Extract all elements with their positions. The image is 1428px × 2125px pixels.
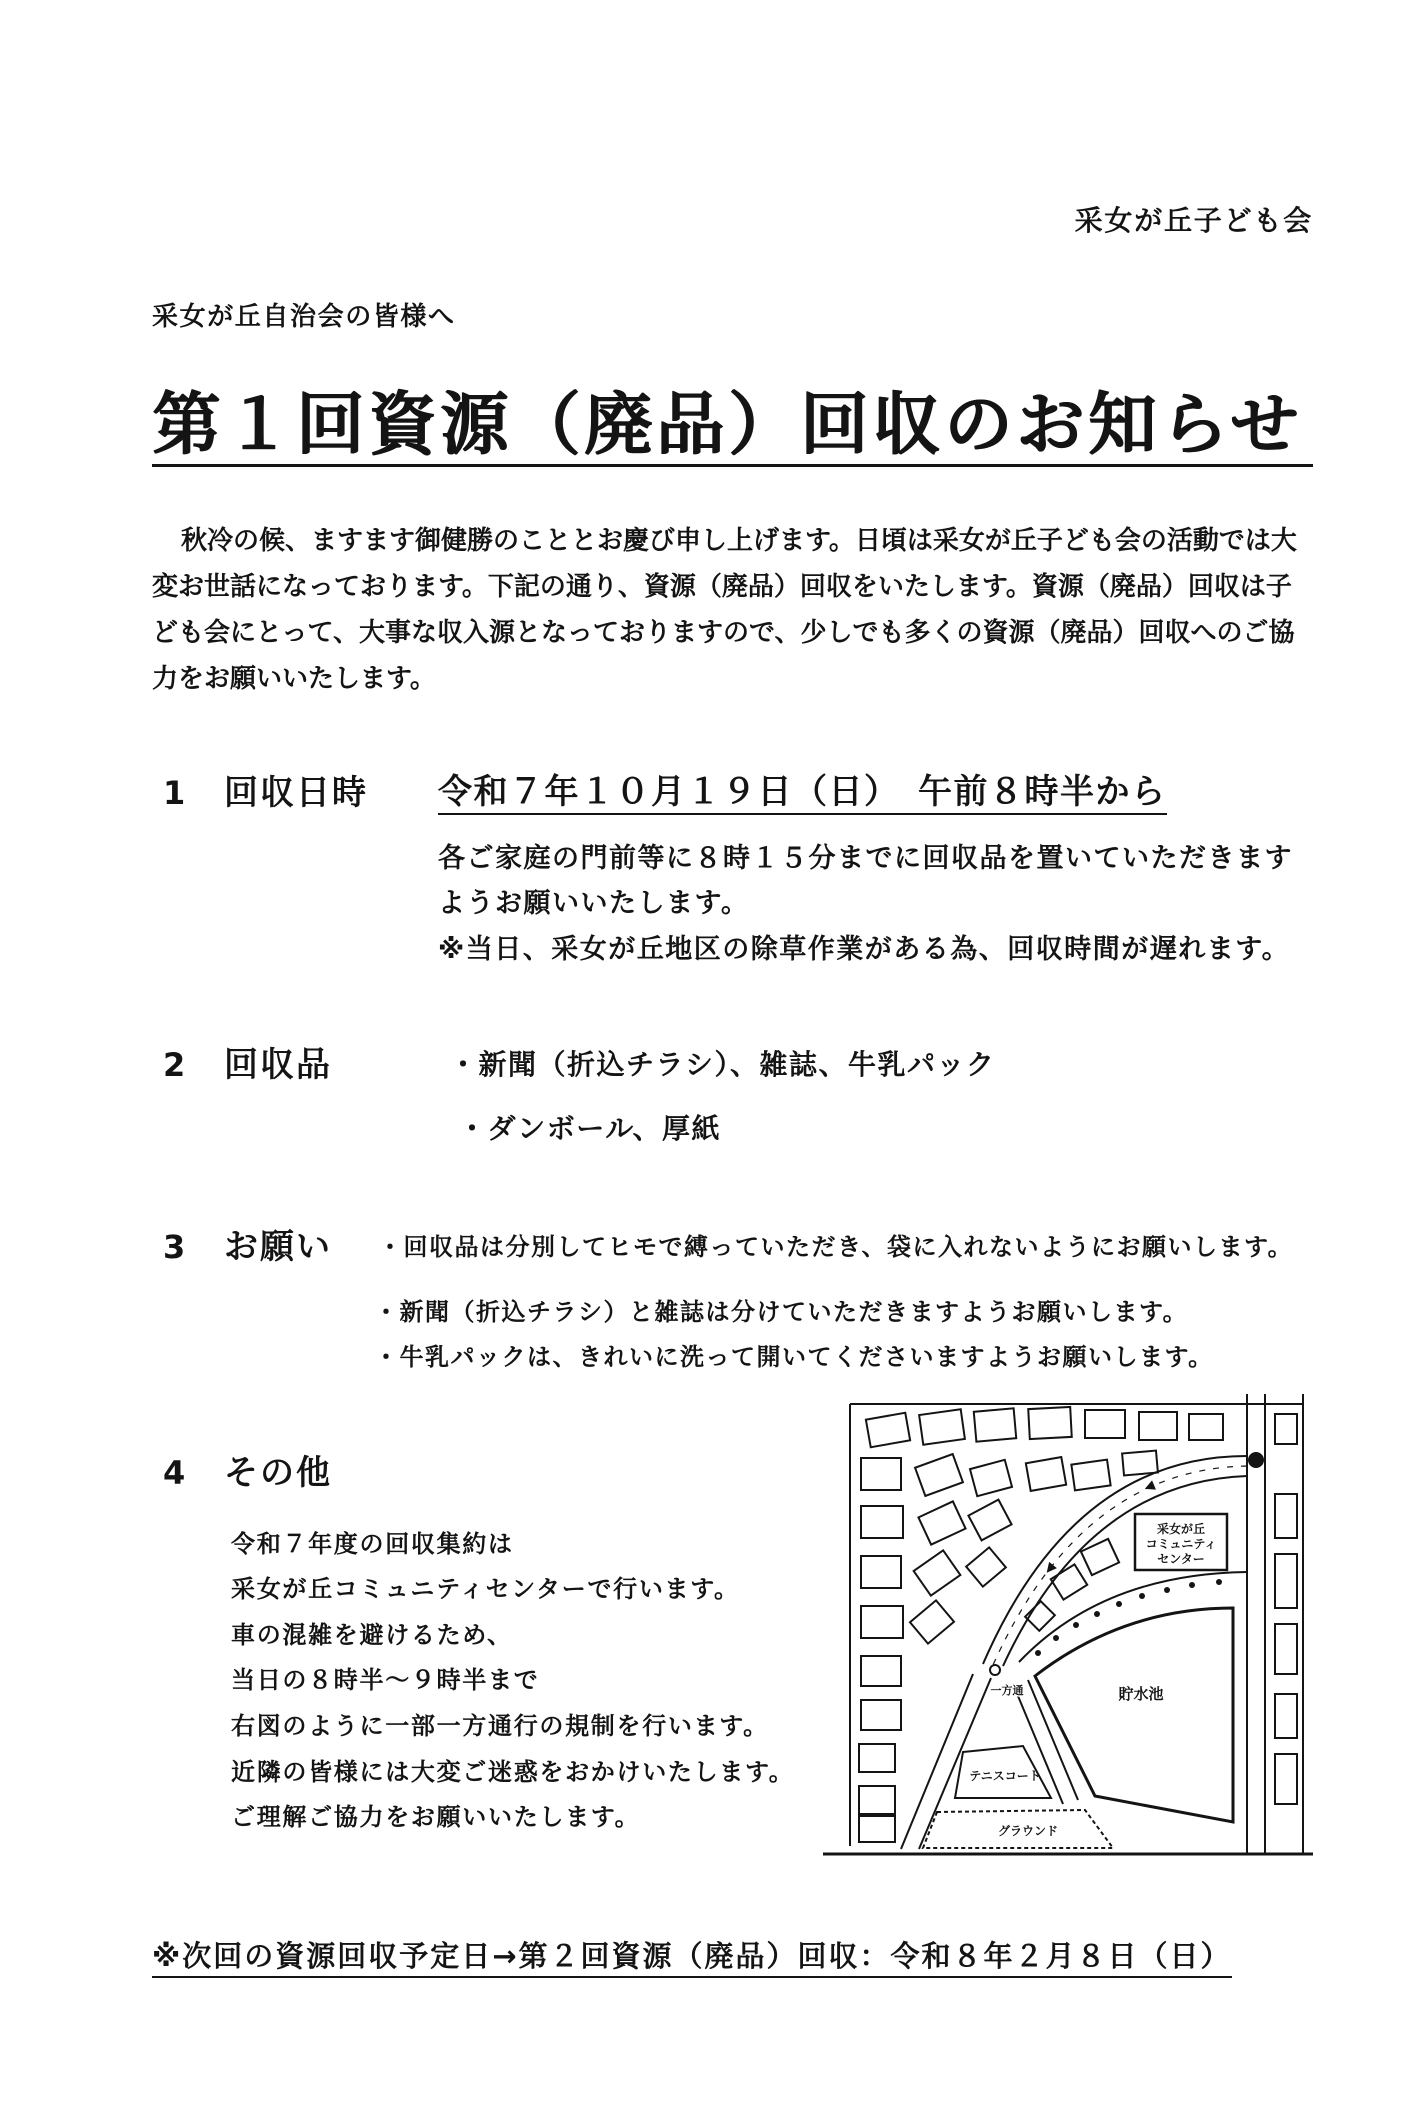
section-line: ご理解ご協力をお願いいたします。	[231, 1803, 641, 1831]
map-label-community-center: センター	[1157, 1552, 1205, 1566]
map-house	[1122, 1451, 1158, 1476]
map-house	[910, 1600, 954, 1643]
map-road-outer-edge	[983, 1456, 1247, 1664]
map-tree	[1189, 1582, 1195, 1588]
intro-line: 力をお願いいたします。	[152, 664, 436, 694]
map-drawing	[823, 1394, 1313, 1864]
intro-paragraph	[152, 518, 1297, 702]
map-house	[966, 1547, 1006, 1586]
map-house	[918, 1501, 965, 1544]
section-line: 当日の８時半～９時半まで	[231, 1666, 540, 1694]
map-label-ground: グラウンド	[997, 1824, 1059, 1838]
next-collection-note: ※次回の資源回収予定日→第２回資源（廃品）回収：令和８年２月８日（日）	[152, 1936, 1232, 1978]
map-house	[861, 1556, 901, 1588]
map-house	[915, 1454, 963, 1496]
map-no-entry-marker	[1248, 1452, 1264, 1468]
map-house	[1275, 1754, 1297, 1804]
map-road-southwest	[919, 1678, 991, 1849]
map-house	[1028, 1407, 1072, 1439]
location-map	[823, 1394, 1313, 1864]
map-label-tennis-court: テニスコート	[969, 1769, 1041, 1783]
map-label-one-way: 一方通	[990, 1684, 1024, 1697]
section-heading-items: 回収品	[224, 1045, 332, 1085]
map-house	[1026, 1457, 1066, 1491]
intro-line: 変お世話になっております。下記の通り、資源（廃品）回収をいたします。資源（廃品）回収は子	[152, 572, 1292, 602]
page-title: 第１回資源（廃品）回収のお知らせ	[152, 388, 1313, 467]
list-item: ・新聞（折込チラシ）と雑誌は分けていただきますようお願いします。	[374, 1298, 1189, 1326]
map-house	[914, 1550, 961, 1595]
map-tree	[1139, 1593, 1145, 1599]
section-line: 車の混雑を避けるため、	[231, 1621, 513, 1649]
section-line: 采女が丘コミュニティセンターで行います。	[231, 1575, 740, 1603]
map-tree	[1216, 1579, 1222, 1585]
section-number: 3	[163, 1228, 186, 1266]
section-line: 右図のように一部一方通行の規制を行います。	[231, 1712, 769, 1740]
map-house	[974, 1408, 1016, 1441]
map-house	[1051, 1564, 1087, 1599]
map-house	[861, 1700, 901, 1730]
map-tree	[1053, 1635, 1059, 1641]
section-heading-requests: お願い	[224, 1227, 332, 1267]
list-item: ・回収品は分別してヒモで縛っていただき、袋に入れないようにお願いします。	[378, 1233, 1294, 1261]
collection-date: 令和７年１０月１９日（日） 午前８時半から	[438, 771, 1167, 815]
section-number: 1	[163, 774, 186, 812]
map-label-reservoir: 貯水池	[1118, 1685, 1164, 1703]
map-one-way-arrow	[1043, 1562, 1057, 1576]
map-house	[859, 1816, 895, 1842]
map-house	[861, 1458, 901, 1490]
section-heading-other: その他	[224, 1453, 332, 1493]
map-one-way-arrow	[1143, 1480, 1156, 1493]
map-house	[1275, 1624, 1297, 1674]
list-item: ・牛乳パックは、きれいに洗って開いてくださいますようお願いします。	[374, 1343, 1214, 1371]
map-house	[1275, 1554, 1297, 1608]
list-item: ・ダンボール、厚紙	[458, 1112, 721, 1145]
organization-name: 采女が丘子ども会	[1074, 204, 1313, 237]
map-tree	[1094, 1611, 1100, 1617]
section-number: 2	[163, 1046, 186, 1084]
map-house	[859, 1744, 895, 1772]
section-number: 4	[163, 1454, 186, 1492]
map-house	[861, 1606, 903, 1638]
intro-line: ども会にとって、大事な収入源となっておりますので、少しでも多くの資源（廃品）回収へのご協	[152, 618, 1295, 648]
section-line: 各ご家庭の門前等に８時１５分までに回収品を置いていただきます	[438, 843, 1293, 874]
map-tree	[1073, 1622, 1079, 1628]
map-house	[861, 1506, 903, 1538]
section-heading-collection-datetime: 回収日時	[224, 773, 368, 813]
map-house	[1085, 1410, 1125, 1438]
map-house	[861, 1656, 901, 1686]
map-house	[1071, 1460, 1110, 1491]
section-line: 近隣の皆様には大変ご迷惑をおかけいたします。	[231, 1758, 795, 1786]
map-house	[866, 1413, 910, 1448]
map-label-community-center: コミュニティ	[1145, 1537, 1217, 1551]
map-tree	[1035, 1650, 1041, 1656]
map-house	[1275, 1694, 1297, 1738]
map-house	[1275, 1494, 1297, 1538]
map-house	[1275, 1414, 1297, 1444]
addressee: 采女が丘自治会の皆様へ	[152, 302, 456, 332]
map-one-way-marker	[990, 1665, 1000, 1675]
section-line: 令和７年度の回収集約は	[231, 1530, 514, 1558]
intro-line: 秋冷の候、ますます御健勝のこととお慶び申し上げます。日頃は采女が丘子ども会の活動では大	[181, 526, 1297, 556]
map-tree	[1164, 1587, 1170, 1593]
map-road-one-way-centerline	[993, 1466, 1247, 1665]
section-note: ※当日、采女が丘地区の除草作業がある為、回収時間が遅れます。	[438, 934, 1291, 965]
list-item: ・新聞（折込チラシ）、雑誌、牛乳パック	[449, 1048, 996, 1081]
map-house	[1189, 1414, 1223, 1440]
map-reservoir	[1035, 1608, 1233, 1822]
section-line: ようお願いいたします。	[438, 888, 750, 919]
map-house	[1139, 1412, 1177, 1440]
map-house	[968, 1500, 1011, 1541]
map-label-community-center: 采女が丘	[1156, 1522, 1206, 1536]
map-house	[970, 1460, 1012, 1496]
map-house	[859, 1786, 895, 1814]
map-house	[919, 1409, 965, 1445]
map-tree	[1116, 1601, 1122, 1607]
